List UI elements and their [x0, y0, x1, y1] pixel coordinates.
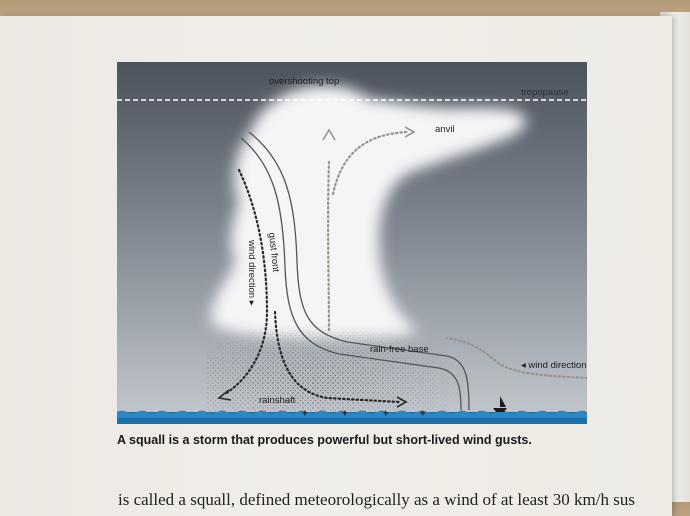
squall-diagram [117, 62, 587, 424]
charge-symbol: + [420, 408, 426, 419]
body-text-line: is called a squall, defined meteorologically as a wind of at least 30 km/h sus [118, 490, 635, 509]
overshooting-top-label: overshooting top [269, 76, 340, 87]
anvil-label: anvil [435, 124, 455, 135]
tropopause-label: tropopause [521, 87, 569, 98]
sea-surface [117, 411, 587, 425]
squall-diagram-svg [117, 62, 587, 424]
wind-direction-left-label: wind direction ▸ [246, 240, 257, 306]
rainshaft-label: rainshaft [259, 395, 296, 406]
charge-symbol: + [302, 408, 308, 419]
charge-symbol: + [342, 408, 348, 419]
rainshaft-area [207, 324, 467, 414]
gust-front-label: gust front [266, 232, 282, 273]
charge-symbol: + [383, 408, 389, 419]
rain-free-base-label: rain-free base [370, 344, 429, 355]
wind-direction-right-label: ◂ wind direction [521, 360, 587, 371]
figure-caption: A squall is a storm that produces powerful but short-lived wind gusts. [117, 433, 532, 447]
